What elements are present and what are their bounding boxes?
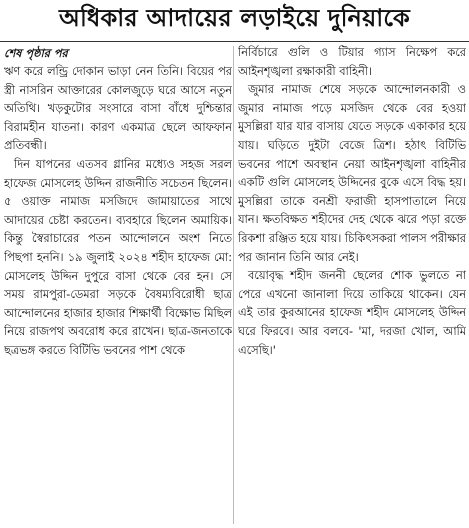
article-paragraph: নির্বিচারে গুলি ও টিয়ার গ্যাস নিক্ষেপ করে আইনশৃঙ্খলা রক্ষাকারী বাহিনী। (238, 46, 466, 78)
headline-rule (0, 41, 469, 42)
continued-from-label: শেষ পৃষ্ঠার পর (4, 47, 68, 60)
article-paragraph: দিন যাপনের এতসব গ্লানির মধ্যেও সহজ সরল হাফেজ মোসলেহ উদ্দিন রাজনীতি সচেতন ছিলেন। ৫ ওয়াক্ত নামাজ মসজিদে জামায়াতের সাথে আদায়ের চেষ্টা করতেন। ব্যবহারে ছিলেন অমায়িক। কিন্তু স্বৈরাচারের পতন আন্দোলনে অংশ নিতে পিছপা হননি। ১৯ জুলাই ২০২৪ শহীদ হাফেজ মো: মোসলেহ উদ্দিন দুপুরে বাসা থেকে বের হন। সে সময় রামপুরা-ডেমরা সড়কে বৈষম্যবিরোধী ছাত্র আন্দোলনের হাজার হাজার শিক্ষার্থী বিক্ষোভ মিছিল নিয়ে রাজপথ অবরোধ করে রাখেন। ছাত্র-জনতাকে ছত্রভঙ্গ করতে বিটিভি ভবনের পাশ থেকে (4, 157, 232, 357)
article-paragraph: ঋণ করে লন্ড্রি দোকান ভাড়া নেন তিনি। বিয়ের পর স্ত্রী নাসরিন আক্তারের কোলজুড়ে ঘরে আসে নতুন অতিথি। খড়কুটোর সংসারে বাসা বাঁধে দুশ্চিন্তার বিরামহীন যাতনা। কারণ একমাত্র ছেলে আফফান প্রতিবন্ধী। (4, 65, 232, 153)
article-paragraph: জুমার নামাজ শেষে সড়কে আন্দোলনকারী ও জুমার নামাজ পড়ে মসজিদ থেকে বের হওয়া মুসল্লিরা যার যার বাসায় যেতে সড়কে একাকার হয়ে যায়। ঘড়িতে দুইটা বেজে ত্রিশ। হঠাৎ বিটিভি ভবনের পাশে অবস্থান নেয়া আইনশৃঙ্খলা বাহিনীর একটি গুলি মোসলেহ উদ্দিনের বুকে এসে বিদ্ধ হয়। মুসল্লিরা তাকে বনশ্রী ফরাজী হাসপাতালে নিয়ে যান। ক্ষতবিক্ষত শহীদের দেহ থেকে ঝরে পড়া রক্তে রিকশা রঞ্জিত হয়ে যায়। চিকিৎসকরা পালস পরীক্ষার পর জানান তিনি আর নেই। (238, 83, 466, 264)
headline: অধিকার আদায়ের লড়াইয়ে দুনিয়াকে (58, 4, 411, 32)
article-column-left (4, 44, 232, 528)
article-column-right (238, 44, 466, 528)
column-divider (233, 46, 234, 524)
article-paragraph: বয়োবৃদ্ধ শহীদ জননী ছেলের শোক ভুলতে না পেরে এখনো জানালা দিয়ে তাকিয়ে থাকেন। যেন এই তার কুরআনের হাফেজ শহীদ মোসলেহ উদ্দিন ঘরে ফিরবে। আর বলবে- 'মা, দরজা খোল, আমি এসেছি।' (238, 269, 466, 357)
